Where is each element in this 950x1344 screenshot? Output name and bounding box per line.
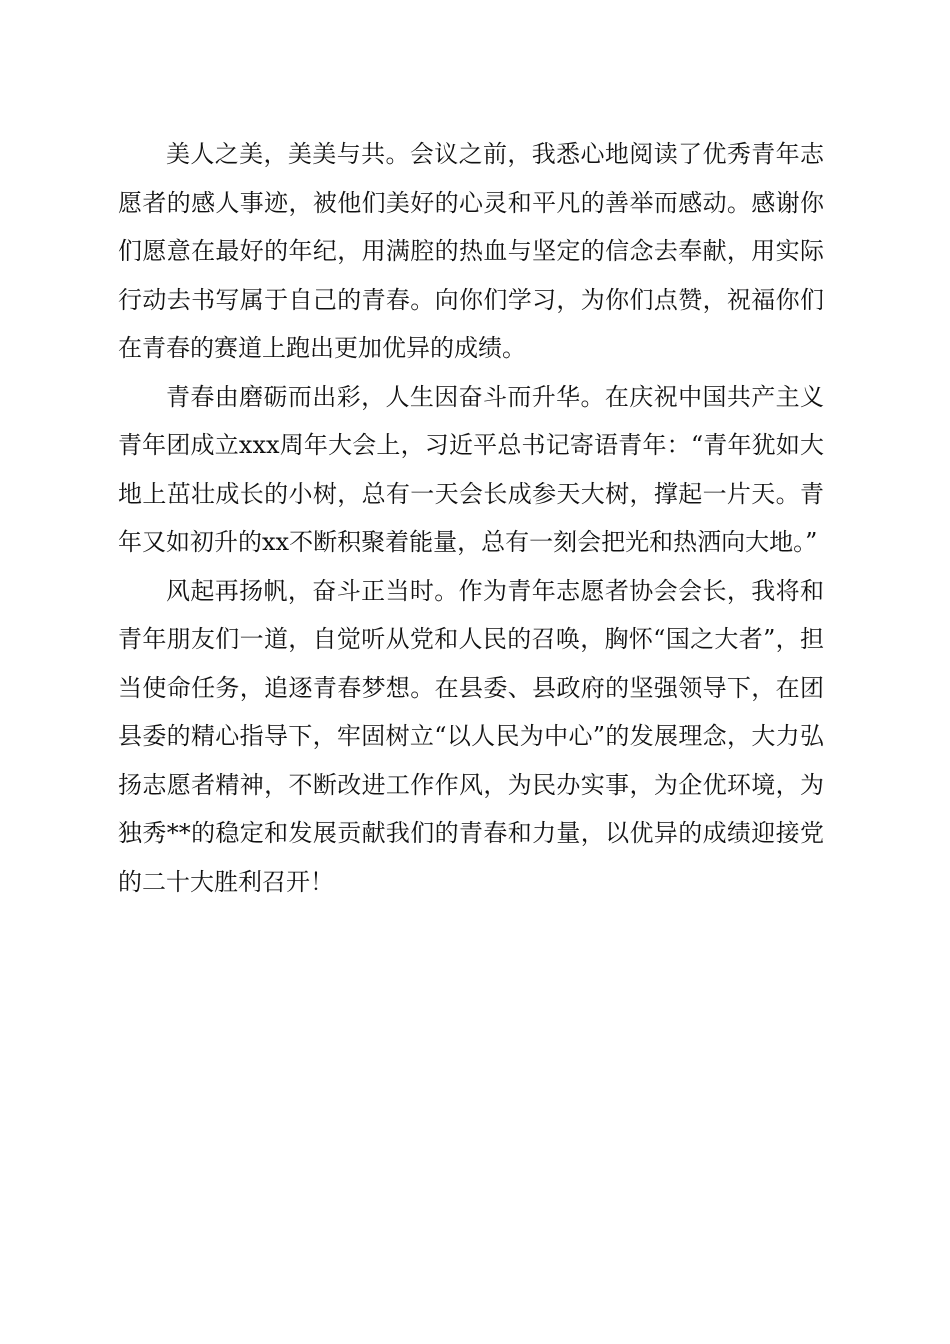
document-body bbox=[118, 130, 824, 906]
paragraph-3: 风起再扬帆，奋斗正当时。作为青年志愿者协会会长，我将和青年朋友们一道，自觉听从党和人民的召唤，胸怀“国之大者”，担当使命任务，追逐青春梦想。在县委、县政府的坚强领导下，在团县委的精心指导下，牢固树立“以人民为中心”的发展理念，大力弘扬志愿者精神，不断改进工作作风，为民办实事，为企优环境，为独秀**的稳定和发展贡献我们的青春和力量，以优异的成绩迎接党的二十大胜利召开！ bbox=[118, 576, 824, 896]
paragraph-2: 青春由磨砺而出彩，人生因奋斗而升华。在庆祝中国共产主义青年团成立xxx周年大会上，习近平总书记寄语青年：“青年犹如大地上茁壮成长的小树，总有一天会长成参天大树，撑起一片天。青年又如初升的xx不断积聚着能量，总有一刻会把光和热洒向大地。” bbox=[118, 382, 824, 556]
paragraph-1: 美人之美，美美与共。会议之前，我悉心地阅读了优秀青年志愿者的感人事迹，被他们美好的心灵和平凡的善举而感动。感谢你们愿意在最好的年纪，用满腔的热血与坚定的信念去奉献，用实际行动去书写属于自己的青春。向你们学习，为你们点赞，祝福你们在青春的赛道上跑出更加优异的成绩。 bbox=[118, 140, 824, 362]
